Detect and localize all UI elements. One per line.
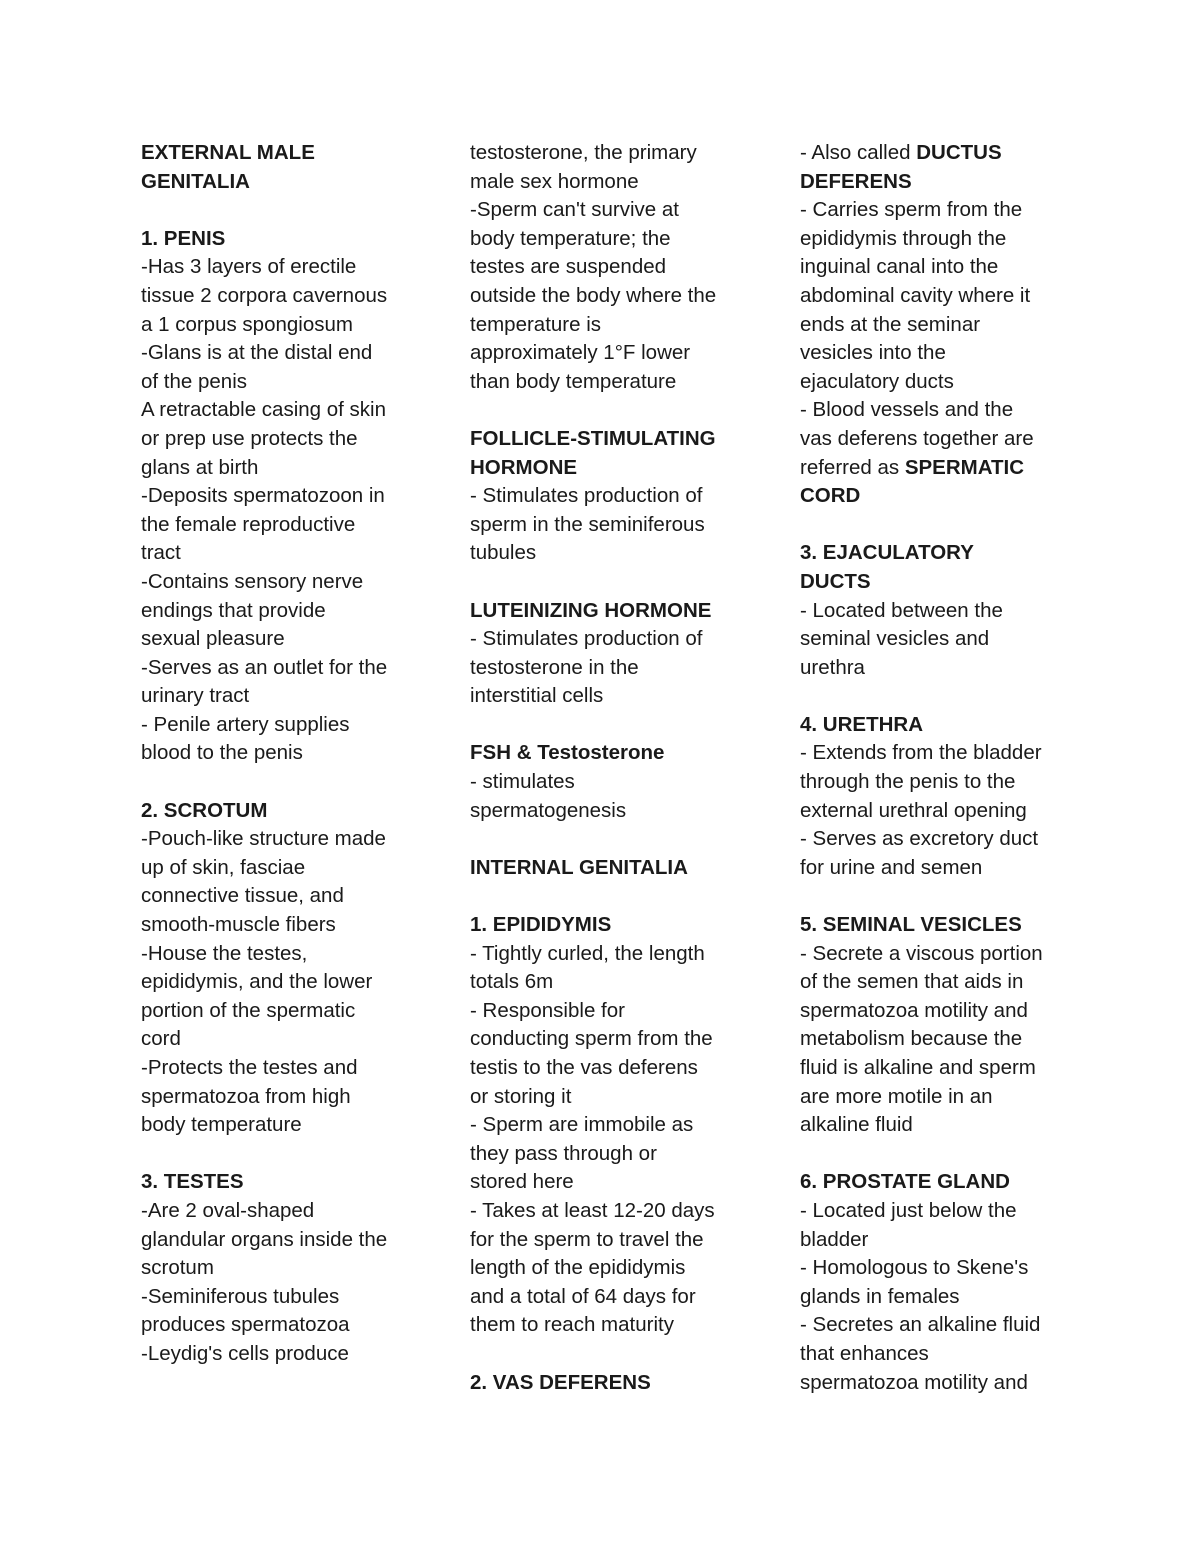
text-line: epididymis, and the lower — [141, 970, 373, 994]
text-line: urethra — [800, 655, 865, 679]
text-line: smooth-muscle fibers — [141, 913, 336, 937]
text-line: length of the epididymis — [470, 1256, 686, 1280]
text-line: are more motile in an — [800, 1084, 993, 1108]
text-line: - Secrete a viscous portion — [800, 941, 1043, 965]
ejaculatory-heading: DUCTS — [800, 569, 871, 593]
text-line: outside the body where the — [470, 283, 717, 307]
text-line: testis to the vas deferens — [470, 1056, 698, 1079]
text-line: -Serves as an outlet for the — [141, 655, 388, 679]
text-run: referred as — [800, 455, 905, 479]
text-line — [800, 139, 1070, 168]
text-line: seminal vesicles and — [800, 627, 990, 651]
scrotum-heading: 2. SCROTUM — [141, 798, 268, 822]
text-line: - Located between the — [800, 598, 1003, 622]
text-line: fluid is alkaline and sperm — [800, 1056, 1036, 1079]
text-line: -Are 2 oval-shaped — [141, 1198, 315, 1222]
text-line: blood to the penis — [141, 741, 303, 765]
text-line: -Glans is at the distal end — [141, 341, 373, 365]
lh-heading: LUTEINIZING HORMONE — [470, 598, 712, 622]
text-line: spermatogenesis — [470, 798, 627, 822]
text-line: endings that provide — [141, 598, 326, 622]
text-line: - Located just below the — [800, 1198, 1017, 1222]
text-line: and a total of 64 days for — [470, 1284, 696, 1308]
text-line — [800, 454, 1070, 483]
text-line: for the sperm to travel the — [470, 1227, 704, 1251]
term-ductus: DUCTUS — [916, 141, 1002, 164]
column-3 — [800, 139, 1070, 1397]
text-line: - Serves as excretory duct — [800, 827, 1039, 851]
text-line: male sex hormone — [470, 169, 639, 193]
text-line: conducting sperm from the — [470, 1027, 713, 1051]
text-line: totals 6m — [470, 970, 554, 994]
text-line: tract — [141, 541, 181, 565]
text-line: -House the testes, — [141, 941, 308, 965]
text-line: sperm in the seminiferous — [470, 512, 705, 536]
text-line: the female reproductive — [141, 512, 356, 536]
text-line: -Seminiferous tubules — [141, 1284, 340, 1308]
testes-heading: 3. TESTES — [141, 1170, 244, 1194]
text-line: sexual pleasure — [141, 627, 285, 651]
fsh-heading: HORMONE — [470, 455, 578, 479]
text-line: of the penis — [141, 369, 247, 393]
text-line: connective tissue, and — [141, 884, 344, 908]
text-line: -Has 3 layers of erectile — [141, 255, 357, 279]
text-line: approximately 1°F lower — [470, 341, 691, 365]
text-line: vesicles into the — [800, 341, 946, 365]
text-line: - Responsible for — [470, 998, 625, 1022]
text-line: testosterone in the — [470, 655, 639, 679]
text-line: metabolism because the — [800, 1027, 1023, 1051]
text-line: - Sperm are immobile as — [470, 1113, 694, 1137]
text-line: testosterone, the primary — [470, 141, 697, 164]
text-line: - Extends from the bladder — [800, 741, 1042, 765]
text-line: - Homologous to Skene's — [800, 1256, 1029, 1280]
text-line: tissue 2 corpora cavernous — [141, 283, 388, 307]
text-line: bladder — [800, 1227, 869, 1251]
text-line: than body temperature — [470, 369, 677, 393]
text-line: them to reach maturity — [470, 1313, 674, 1337]
text-line: testes are suspended — [470, 255, 667, 279]
text-line: for urine and semen — [800, 855, 983, 879]
text-line: spermatozoa from high — [141, 1084, 351, 1108]
text-line: or storing it — [470, 1084, 572, 1108]
text-line: abdominal cavity where it — [800, 283, 1031, 307]
section-title: EXTERNAL MALE — [141, 141, 315, 164]
text-line: of the semen that aids in — [800, 970, 1024, 994]
penis-heading: 1. PENIS — [141, 226, 226, 250]
text-run: - Also called — [800, 141, 917, 164]
fsh-heading: FOLLICLE-STIMULATING — [470, 426, 716, 450]
text-line: tubules — [470, 541, 537, 565]
text-line: A retractable casing of skin — [141, 398, 386, 422]
text-line: - Stimulates production of — [470, 627, 703, 651]
prostate-heading: 6. PROSTATE GLAND — [800, 1170, 1010, 1194]
text-line: that enhances — [800, 1341, 929, 1365]
text-line: glans at birth — [141, 455, 259, 479]
text-line: cord — [141, 1027, 181, 1051]
text-line: epididymis through the — [800, 226, 1007, 250]
text-line: ends at the seminar — [800, 312, 981, 336]
text-line: - Carries sperm from the — [800, 198, 1023, 222]
epididymis-heading: 1. EPIDIDYMIS — [470, 913, 612, 937]
text-line: alkaline fluid — [800, 1113, 913, 1137]
vas-deferens-heading: 2. VAS DEFERENS — [470, 1370, 651, 1394]
text-line: a 1 corpus spongiosum — [141, 312, 353, 336]
text-line: external urethral opening — [800, 798, 1027, 822]
text-line: glandular organs inside the — [141, 1227, 388, 1251]
text-line: - Secretes an alkaline fluid — [800, 1313, 1041, 1337]
term-deferens: DEFERENS — [800, 169, 912, 193]
text-line: portion of the spermatic — [141, 998, 356, 1022]
column-2 — [470, 139, 745, 1397]
text-line: -Contains sensory nerve — [141, 569, 364, 593]
text-line: spermatozoa motility and — [800, 998, 1028, 1022]
text-line: -Leydig's cells produce — [141, 1341, 349, 1365]
text-line: -Pouch-like structure made — [141, 827, 386, 851]
seminal-vesicles-heading: 5. SEMINAL VESICLES — [800, 913, 1022, 937]
text-line: vas deferens together are — [800, 426, 1034, 450]
column-1 — [141, 139, 416, 1369]
text-line: up of skin, fasciae — [141, 855, 306, 879]
term-spermatic: SPERMATIC — [904, 455, 1025, 479]
text-line: stored here — [470, 1170, 574, 1194]
fsh-testosterone-heading: FSH & Testosterone — [470, 741, 665, 765]
text-line: - Takes at least 12-20 days — [470, 1198, 715, 1222]
section-title: GENITALIA — [141, 169, 250, 193]
text-line: ejaculatory ducts — [800, 369, 954, 393]
internal-genitalia-title: INTERNAL GENITALIA — [470, 855, 688, 879]
urethra-heading: 4. URETHRA — [800, 712, 924, 736]
text-line: spermatozoa motility and — [800, 1370, 1028, 1394]
text-line: through the penis to the — [800, 770, 1016, 794]
text-line: - stimulates — [470, 770, 575, 794]
text-line: - Tightly curled, the length — [470, 941, 705, 965]
term-cord: CORD — [800, 484, 861, 508]
text-line: -Protects the testes and — [141, 1056, 358, 1079]
text-line: interstitial cells — [470, 684, 604, 708]
text-line: -Sperm can't survive at — [470, 198, 679, 222]
text-line: temperature is — [470, 312, 602, 336]
text-line: urinary tract — [141, 684, 250, 708]
text-line: - Stimulates production of — [470, 484, 703, 508]
text-line: body temperature — [141, 1113, 302, 1137]
text-line: produces spermatozoa — [141, 1313, 350, 1337]
text-line: glands in females — [800, 1284, 960, 1308]
text-line: -Deposits spermatozoon in — [141, 484, 385, 508]
text-line: - Blood vessels and the — [800, 398, 1014, 422]
text-line: body temperature; the — [470, 226, 671, 250]
text-line: scrotum — [141, 1256, 214, 1280]
ejaculatory-heading: 3. EJACULATORY — [800, 541, 974, 565]
text-line: - Penile artery supplies — [141, 712, 350, 736]
text-line: inguinal canal into the — [800, 255, 999, 279]
text-line: they pass through or — [470, 1141, 657, 1165]
text-line: or prep use protects the — [141, 426, 358, 450]
